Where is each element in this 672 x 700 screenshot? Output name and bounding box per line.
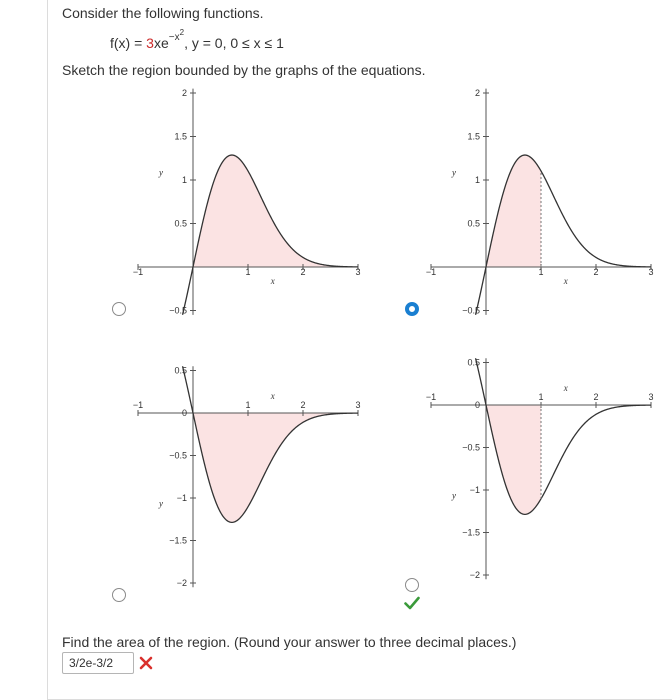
y-tick-label: 1 <box>181 175 187 185</box>
y-tick-label: −2 <box>469 570 480 580</box>
x-tick-label: 3 <box>648 267 654 277</box>
y-tick-label: −0.5 <box>462 305 480 316</box>
y-tick-label: 2 <box>474 88 480 98</box>
radio-option-a[interactable] <box>112 302 126 316</box>
y-tick-label: 1.5 <box>467 131 480 142</box>
y-tick-label: −0.5 <box>169 450 187 461</box>
check-icon <box>404 596 420 610</box>
x-tick-label: 3 <box>648 392 654 402</box>
graph-option-d <box>423 350 663 590</box>
y-tick-label: 1.5 <box>174 131 187 142</box>
area-prompt: Find the area of the region. (Round your answer to three decimal places.) <box>62 634 517 650</box>
y-tick-label: −0.5 <box>462 442 480 453</box>
graph-svg-c <box>130 360 370 600</box>
x-axis-label: x <box>270 276 275 286</box>
shaded-region <box>486 405 541 514</box>
graph-svg-d <box>423 350 663 590</box>
graph-option-b <box>423 80 663 320</box>
y-tick-label: −1 <box>176 493 187 503</box>
x-tick-label: 1 <box>245 400 251 410</box>
x-axis-label: x <box>270 391 275 401</box>
x-tick-label: −1 <box>425 267 437 277</box>
shaded-region <box>486 155 541 267</box>
radio-option-c[interactable] <box>112 588 126 602</box>
x-tick-label: 2 <box>300 267 306 277</box>
y-tick-label: −1 <box>469 485 480 495</box>
x-tick-label: 3 <box>355 400 361 410</box>
radio-option-b[interactable] <box>405 302 419 316</box>
equation-rest: , y = 0, 0 ≤ x ≤ 1 <box>184 34 284 51</box>
graph-option-c <box>130 360 370 600</box>
graph-svg-a <box>130 80 370 320</box>
y-axis-label: y <box>159 167 163 178</box>
x-tick-label: 2 <box>300 400 306 410</box>
y-tick-label: 0.5 <box>467 357 480 368</box>
x-tick-label: 1 <box>538 267 544 277</box>
y-tick-label: 0.5 <box>174 365 187 376</box>
graph-option-a <box>130 80 370 320</box>
y-tick-label: −2 <box>176 578 187 588</box>
x-tick-label: 1 <box>538 392 544 402</box>
y-tick-label: 0.5 <box>467 218 480 229</box>
y-tick-label: 2 <box>181 88 187 98</box>
equation-exponent: −x2 <box>168 28 185 44</box>
graph-svg-b <box>423 80 663 320</box>
x-tick-label: −1 <box>425 392 437 402</box>
x-tick-label: 2 <box>593 267 599 277</box>
x-tick-label: −1 <box>132 400 144 410</box>
y-axis-label: y <box>452 167 456 178</box>
equation-base: xe <box>153 34 169 51</box>
y-tick-label: 0 <box>474 400 480 410</box>
y-tick-label: −1.5 <box>169 535 187 546</box>
x-tick-label: 2 <box>593 392 599 402</box>
y-tick-label: 0 <box>181 408 187 418</box>
y-axis-label: y <box>159 498 163 509</box>
y-axis-label: y <box>452 490 456 501</box>
equation-lhs: f(x) = <box>110 34 147 51</box>
y-tick-label: 1 <box>474 175 480 185</box>
equation-coefficient: 3 <box>146 34 154 51</box>
x-mark-icon <box>139 656 153 670</box>
x-tick-label: 1 <box>245 267 251 277</box>
sketch-prompt: Sketch the region bounded by the graphs of the equations. <box>62 62 426 78</box>
x-tick-label: 3 <box>355 267 361 277</box>
y-tick-label: −0.5 <box>169 305 187 316</box>
y-tick-label: −1.5 <box>462 527 480 538</box>
question-intro: Consider the following functions. <box>62 5 264 21</box>
x-tick-label: −1 <box>132 267 144 277</box>
radio-option-d[interactable] <box>405 578 419 592</box>
area-answer-input[interactable] <box>62 652 134 674</box>
x-axis-label: x <box>563 383 568 393</box>
x-axis-label: x <box>563 276 568 286</box>
y-tick-label: 0.5 <box>174 218 187 229</box>
function-equation <box>110 28 284 51</box>
